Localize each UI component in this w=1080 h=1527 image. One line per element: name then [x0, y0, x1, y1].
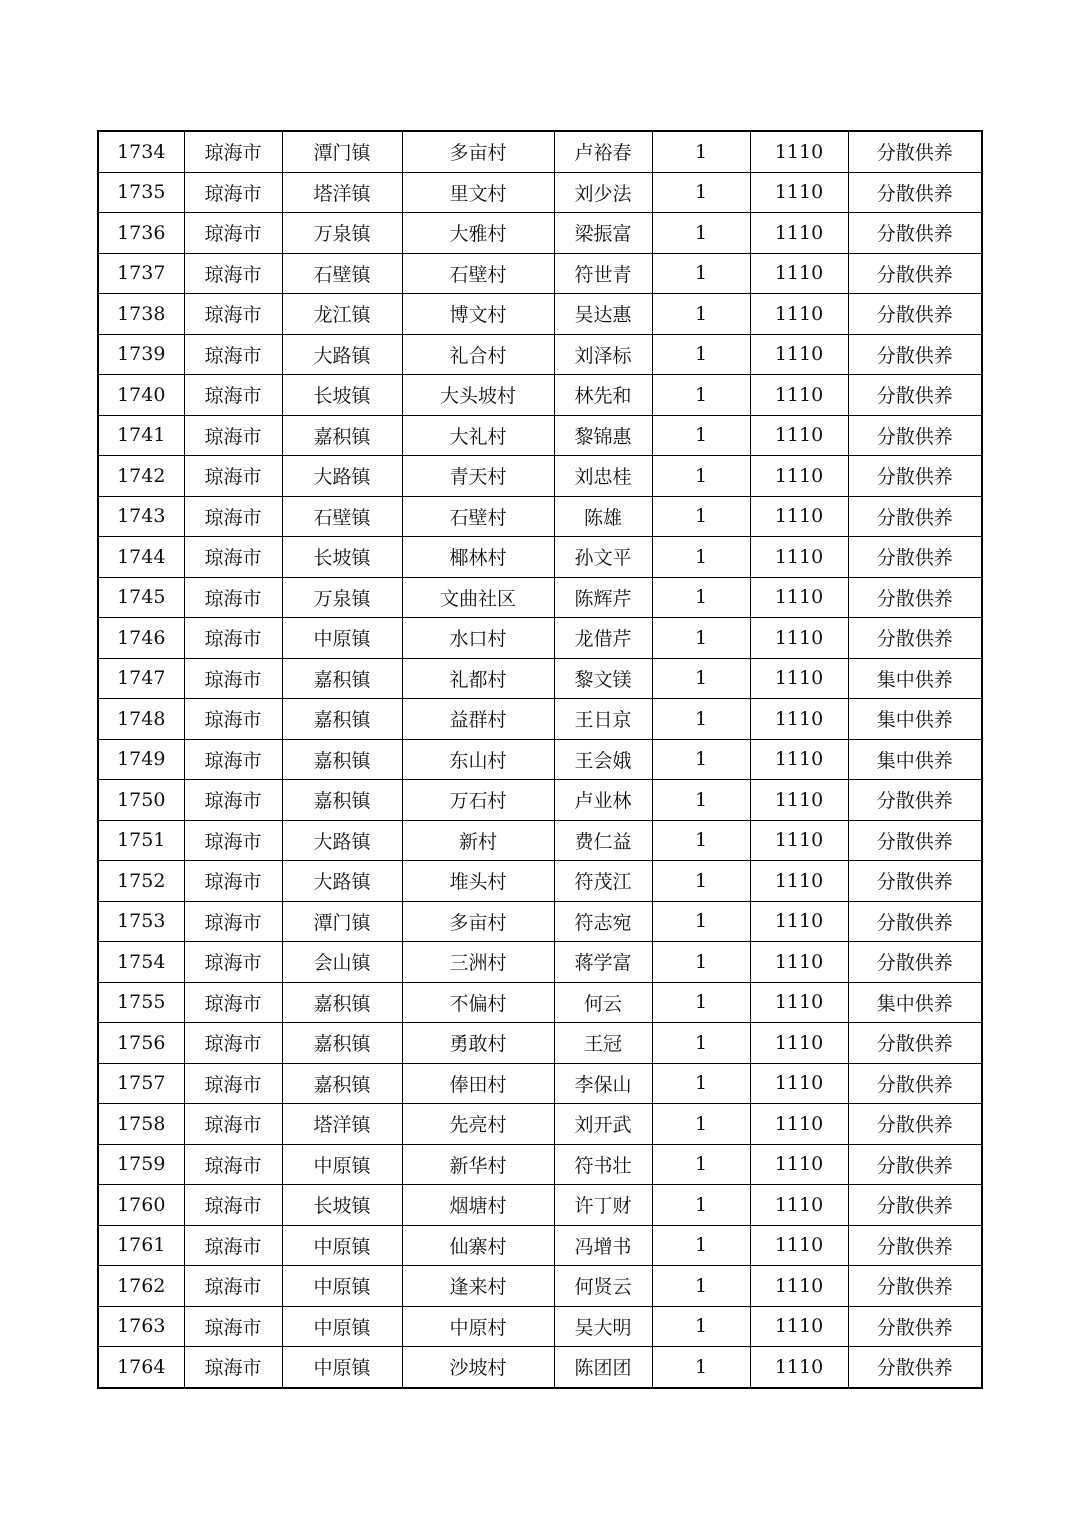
town-cell: 嘉积镇	[282, 415, 402, 456]
count-cell: 1	[652, 253, 750, 294]
row-number: 1745	[98, 577, 184, 618]
table-row	[98, 699, 982, 740]
city-cell: 琼海市	[184, 901, 282, 942]
name-cell: 吴大明	[554, 1306, 652, 1347]
count-cell: 1	[652, 537, 750, 578]
city-cell: 琼海市	[184, 780, 282, 821]
table-row	[98, 618, 982, 659]
town-cell: 长坡镇	[282, 1185, 402, 1226]
row-number: 1762	[98, 1266, 184, 1307]
row-number: 1743	[98, 496, 184, 537]
support-type-cell: 分散供养	[848, 942, 982, 983]
support-type-cell: 分散供养	[848, 1266, 982, 1307]
support-type-cell: 分散供养	[848, 1063, 982, 1104]
count-cell: 1	[652, 780, 750, 821]
city-cell: 琼海市	[184, 213, 282, 254]
table-row	[98, 213, 982, 254]
table-row	[98, 901, 982, 942]
row-number: 1744	[98, 537, 184, 578]
amount-cell: 1110	[750, 1266, 848, 1307]
count-cell: 1	[652, 618, 750, 659]
row-number: 1736	[98, 213, 184, 254]
amount-cell: 1110	[750, 1144, 848, 1185]
city-cell: 琼海市	[184, 131, 282, 172]
village-cell: 里文村	[402, 172, 554, 213]
name-cell: 符世青	[554, 253, 652, 294]
amount-cell: 1110	[750, 739, 848, 780]
name-cell: 卢业林	[554, 780, 652, 821]
name-cell: 刘忠桂	[554, 456, 652, 497]
city-cell: 琼海市	[184, 820, 282, 861]
town-cell: 嘉积镇	[282, 1063, 402, 1104]
amount-cell: 1110	[750, 172, 848, 213]
support-type-cell: 分散供养	[848, 1144, 982, 1185]
town-cell: 嘉积镇	[282, 780, 402, 821]
table-row	[98, 1104, 982, 1145]
table-row	[98, 1185, 982, 1226]
amount-cell: 1110	[750, 942, 848, 983]
support-type-cell: 分散供养	[848, 820, 982, 861]
city-cell: 琼海市	[184, 1063, 282, 1104]
city-cell: 琼海市	[184, 982, 282, 1023]
row-number: 1758	[98, 1104, 184, 1145]
support-type-cell: 分散供养	[848, 1347, 982, 1388]
row-number: 1750	[98, 780, 184, 821]
amount-cell: 1110	[750, 820, 848, 861]
name-cell: 何贤云	[554, 1266, 652, 1307]
count-cell: 1	[652, 1266, 750, 1307]
city-cell: 琼海市	[184, 496, 282, 537]
town-cell: 中原镇	[282, 1144, 402, 1185]
row-number: 1760	[98, 1185, 184, 1226]
table-row	[98, 415, 982, 456]
table-row	[98, 820, 982, 861]
count-cell: 1	[652, 1225, 750, 1266]
amount-cell: 1110	[750, 1347, 848, 1388]
count-cell: 1	[652, 861, 750, 902]
count-cell: 1	[652, 1306, 750, 1347]
name-cell: 卢裕春	[554, 131, 652, 172]
village-cell: 烟塘村	[402, 1185, 554, 1226]
count-cell: 1	[652, 1144, 750, 1185]
count-cell: 1	[652, 1063, 750, 1104]
town-cell: 石壁镇	[282, 496, 402, 537]
row-number: 1734	[98, 131, 184, 172]
city-cell: 琼海市	[184, 942, 282, 983]
table-row	[98, 131, 982, 172]
support-type-cell: 集中供养	[848, 982, 982, 1023]
table-row	[98, 942, 982, 983]
row-number: 1739	[98, 334, 184, 375]
support-type-cell: 分散供养	[848, 334, 982, 375]
support-type-cell: 分散供养	[848, 618, 982, 659]
count-cell: 1	[652, 942, 750, 983]
name-cell: 符志宛	[554, 901, 652, 942]
city-cell: 琼海市	[184, 334, 282, 375]
village-cell: 逢来村	[402, 1266, 554, 1307]
town-cell: 塔洋镇	[282, 172, 402, 213]
city-cell: 琼海市	[184, 577, 282, 618]
count-cell: 1	[652, 131, 750, 172]
row-number: 1748	[98, 699, 184, 740]
amount-cell: 1110	[750, 577, 848, 618]
town-cell: 潭门镇	[282, 901, 402, 942]
amount-cell: 1110	[750, 415, 848, 456]
city-cell: 琼海市	[184, 699, 282, 740]
count-cell: 1	[652, 334, 750, 375]
amount-cell: 1110	[750, 1306, 848, 1347]
count-cell: 1	[652, 375, 750, 416]
amount-cell: 1110	[750, 1023, 848, 1064]
row-number: 1741	[98, 415, 184, 456]
amount-cell: 1110	[750, 375, 848, 416]
amount-cell: 1110	[750, 253, 848, 294]
table-row	[98, 1225, 982, 1266]
row-number: 1746	[98, 618, 184, 659]
city-cell: 琼海市	[184, 1347, 282, 1388]
village-cell: 堆头村	[402, 861, 554, 902]
city-cell: 琼海市	[184, 172, 282, 213]
table-row	[98, 739, 982, 780]
support-type-cell: 分散供养	[848, 213, 982, 254]
town-cell: 嘉积镇	[282, 658, 402, 699]
village-cell: 青天村	[402, 456, 554, 497]
table-row	[98, 1144, 982, 1185]
support-type-cell: 集中供养	[848, 739, 982, 780]
amount-cell: 1110	[750, 456, 848, 497]
town-cell: 龙江镇	[282, 294, 402, 335]
city-cell: 琼海市	[184, 1144, 282, 1185]
town-cell: 嘉积镇	[282, 739, 402, 780]
town-cell: 大路镇	[282, 334, 402, 375]
town-cell: 嘉积镇	[282, 982, 402, 1023]
town-cell: 大路镇	[282, 820, 402, 861]
city-cell: 琼海市	[184, 456, 282, 497]
row-number: 1751	[98, 820, 184, 861]
support-type-cell: 分散供养	[848, 537, 982, 578]
count-cell: 1	[652, 982, 750, 1023]
count-cell: 1	[652, 658, 750, 699]
city-cell: 琼海市	[184, 1023, 282, 1064]
city-cell: 琼海市	[184, 658, 282, 699]
town-cell: 长坡镇	[282, 375, 402, 416]
table-row	[98, 456, 982, 497]
amount-cell: 1110	[750, 861, 848, 902]
name-cell: 许丁财	[554, 1185, 652, 1226]
city-cell: 琼海市	[184, 253, 282, 294]
village-cell: 大头坡村	[402, 375, 554, 416]
table-row	[98, 294, 982, 335]
amount-cell: 1110	[750, 496, 848, 537]
city-cell: 琼海市	[184, 537, 282, 578]
name-cell: 王日京	[554, 699, 652, 740]
city-cell: 琼海市	[184, 415, 282, 456]
city-cell: 琼海市	[184, 739, 282, 780]
row-number: 1749	[98, 739, 184, 780]
count-cell: 1	[652, 577, 750, 618]
village-cell: 文曲社区	[402, 577, 554, 618]
table-row	[98, 172, 982, 213]
city-cell: 琼海市	[184, 294, 282, 335]
village-cell: 不偏村	[402, 982, 554, 1023]
support-type-cell: 分散供养	[848, 375, 982, 416]
town-cell: 中原镇	[282, 1225, 402, 1266]
amount-cell: 1110	[750, 982, 848, 1023]
village-cell: 多亩村	[402, 131, 554, 172]
table-row	[98, 1063, 982, 1104]
name-cell: 冯增书	[554, 1225, 652, 1266]
village-cell: 中原村	[402, 1306, 554, 1347]
village-cell: 多亩村	[402, 901, 554, 942]
support-type-cell: 分散供养	[848, 901, 982, 942]
village-cell: 大雅村	[402, 213, 554, 254]
name-cell: 吴达惠	[554, 294, 652, 335]
table-row	[98, 1347, 982, 1388]
support-type-cell: 分散供养	[848, 577, 982, 618]
name-cell: 黎锦惠	[554, 415, 652, 456]
amount-cell: 1110	[750, 294, 848, 335]
name-cell: 符书壮	[554, 1144, 652, 1185]
amount-cell: 1110	[750, 1225, 848, 1266]
city-cell: 琼海市	[184, 1266, 282, 1307]
name-cell: 陈团团	[554, 1347, 652, 1388]
town-cell: 会山镇	[282, 942, 402, 983]
city-cell: 琼海市	[184, 861, 282, 902]
amount-cell: 1110	[750, 618, 848, 659]
town-cell: 大路镇	[282, 456, 402, 497]
support-type-cell: 分散供养	[848, 415, 982, 456]
row-number: 1757	[98, 1063, 184, 1104]
name-cell: 符茂江	[554, 861, 652, 902]
amount-cell: 1110	[750, 658, 848, 699]
row-number: 1742	[98, 456, 184, 497]
town-cell: 嘉积镇	[282, 1023, 402, 1064]
name-cell: 陈辉芹	[554, 577, 652, 618]
amount-cell: 1110	[750, 131, 848, 172]
amount-cell: 1110	[750, 334, 848, 375]
count-cell: 1	[652, 1347, 750, 1388]
row-number: 1756	[98, 1023, 184, 1064]
row-number: 1752	[98, 861, 184, 902]
village-cell: 万石村	[402, 780, 554, 821]
village-cell: 石壁村	[402, 253, 554, 294]
row-number: 1747	[98, 658, 184, 699]
table-row	[98, 861, 982, 902]
city-cell: 琼海市	[184, 1306, 282, 1347]
count-cell: 1	[652, 456, 750, 497]
name-cell: 刘开武	[554, 1104, 652, 1145]
name-cell: 费仁益	[554, 820, 652, 861]
table-row	[98, 1023, 982, 1064]
table-row	[98, 496, 982, 537]
support-type-cell: 分散供养	[848, 780, 982, 821]
row-number: 1753	[98, 901, 184, 942]
row-number: 1759	[98, 1144, 184, 1185]
count-cell: 1	[652, 901, 750, 942]
village-cell: 礼合村	[402, 334, 554, 375]
town-cell: 塔洋镇	[282, 1104, 402, 1145]
count-cell: 1	[652, 1185, 750, 1226]
support-type-cell: 分散供养	[848, 1306, 982, 1347]
count-cell: 1	[652, 294, 750, 335]
count-cell: 1	[652, 172, 750, 213]
support-recipients-table	[97, 130, 983, 1389]
town-cell: 中原镇	[282, 1306, 402, 1347]
village-cell: 礼都村	[402, 658, 554, 699]
support-type-cell: 分散供养	[848, 1185, 982, 1226]
table-row	[98, 577, 982, 618]
amount-cell: 1110	[750, 780, 848, 821]
row-number: 1754	[98, 942, 184, 983]
town-cell: 中原镇	[282, 618, 402, 659]
row-number: 1738	[98, 294, 184, 335]
city-cell: 琼海市	[184, 1104, 282, 1145]
town-cell: 大路镇	[282, 861, 402, 902]
amount-cell: 1110	[750, 213, 848, 254]
name-cell: 李保山	[554, 1063, 652, 1104]
town-cell: 潭门镇	[282, 131, 402, 172]
town-cell: 万泉镇	[282, 213, 402, 254]
name-cell: 龙借芹	[554, 618, 652, 659]
village-cell: 三洲村	[402, 942, 554, 983]
village-cell: 水口村	[402, 618, 554, 659]
village-cell: 新华村	[402, 1144, 554, 1185]
table-row	[98, 780, 982, 821]
count-cell: 1	[652, 699, 750, 740]
table-row	[98, 253, 982, 294]
table-body	[98, 131, 982, 1388]
row-number: 1737	[98, 253, 184, 294]
support-type-cell: 集中供养	[848, 658, 982, 699]
support-type-cell: 分散供养	[848, 861, 982, 902]
table-row	[98, 537, 982, 578]
name-cell: 刘泽标	[554, 334, 652, 375]
amount-cell: 1110	[750, 699, 848, 740]
table-row	[98, 658, 982, 699]
name-cell: 梁振富	[554, 213, 652, 254]
count-cell: 1	[652, 1023, 750, 1064]
support-type-cell: 分散供养	[848, 1225, 982, 1266]
support-type-cell: 集中供养	[848, 699, 982, 740]
village-cell: 仙寨村	[402, 1225, 554, 1266]
row-number: 1764	[98, 1347, 184, 1388]
village-cell: 益群村	[402, 699, 554, 740]
name-cell: 蒋学富	[554, 942, 652, 983]
table-row	[98, 982, 982, 1023]
town-cell: 万泉镇	[282, 577, 402, 618]
row-number: 1735	[98, 172, 184, 213]
amount-cell: 1110	[750, 1063, 848, 1104]
table-row	[98, 1306, 982, 1347]
table-row	[98, 334, 982, 375]
village-cell: 大礼村	[402, 415, 554, 456]
table-row	[98, 375, 982, 416]
city-cell: 琼海市	[184, 1185, 282, 1226]
village-cell: 沙坡村	[402, 1347, 554, 1388]
city-cell: 琼海市	[184, 1225, 282, 1266]
amount-cell: 1110	[750, 1104, 848, 1145]
support-type-cell: 分散供养	[848, 456, 982, 497]
amount-cell: 1110	[750, 901, 848, 942]
town-cell: 嘉积镇	[282, 699, 402, 740]
support-type-cell: 分散供养	[848, 294, 982, 335]
name-cell: 刘少法	[554, 172, 652, 213]
village-cell: 俸田村	[402, 1063, 554, 1104]
village-cell: 先亮村	[402, 1104, 554, 1145]
name-cell: 王冠	[554, 1023, 652, 1064]
amount-cell: 1110	[750, 537, 848, 578]
name-cell: 林先和	[554, 375, 652, 416]
name-cell: 王会娥	[554, 739, 652, 780]
count-cell: 1	[652, 213, 750, 254]
support-type-cell: 分散供养	[848, 1023, 982, 1064]
count-cell: 1	[652, 415, 750, 456]
city-cell: 琼海市	[184, 375, 282, 416]
row-number: 1763	[98, 1306, 184, 1347]
count-cell: 1	[652, 739, 750, 780]
town-cell: 长坡镇	[282, 537, 402, 578]
name-cell: 黎文镁	[554, 658, 652, 699]
name-cell: 何云	[554, 982, 652, 1023]
name-cell: 陈雄	[554, 496, 652, 537]
village-cell: 东山村	[402, 739, 554, 780]
support-type-cell: 分散供养	[848, 496, 982, 537]
count-cell: 1	[652, 496, 750, 537]
support-type-cell: 分散供养	[848, 253, 982, 294]
town-cell: 中原镇	[282, 1347, 402, 1388]
town-cell: 石壁镇	[282, 253, 402, 294]
support-type-cell: 分散供养	[848, 172, 982, 213]
count-cell: 1	[652, 820, 750, 861]
village-cell: 石壁村	[402, 496, 554, 537]
village-cell: 新村	[402, 820, 554, 861]
amount-cell: 1110	[750, 1185, 848, 1226]
row-number: 1740	[98, 375, 184, 416]
count-cell: 1	[652, 1104, 750, 1145]
row-number: 1761	[98, 1225, 184, 1266]
name-cell: 孙文平	[554, 537, 652, 578]
town-cell: 中原镇	[282, 1266, 402, 1307]
row-number: 1755	[98, 982, 184, 1023]
city-cell: 琼海市	[184, 618, 282, 659]
table-row	[98, 1266, 982, 1307]
support-type-cell: 分散供养	[848, 1104, 982, 1145]
village-cell: 勇敢村	[402, 1023, 554, 1064]
village-cell: 博文村	[402, 294, 554, 335]
support-type-cell: 分散供养	[848, 131, 982, 172]
village-cell: 椰林村	[402, 537, 554, 578]
